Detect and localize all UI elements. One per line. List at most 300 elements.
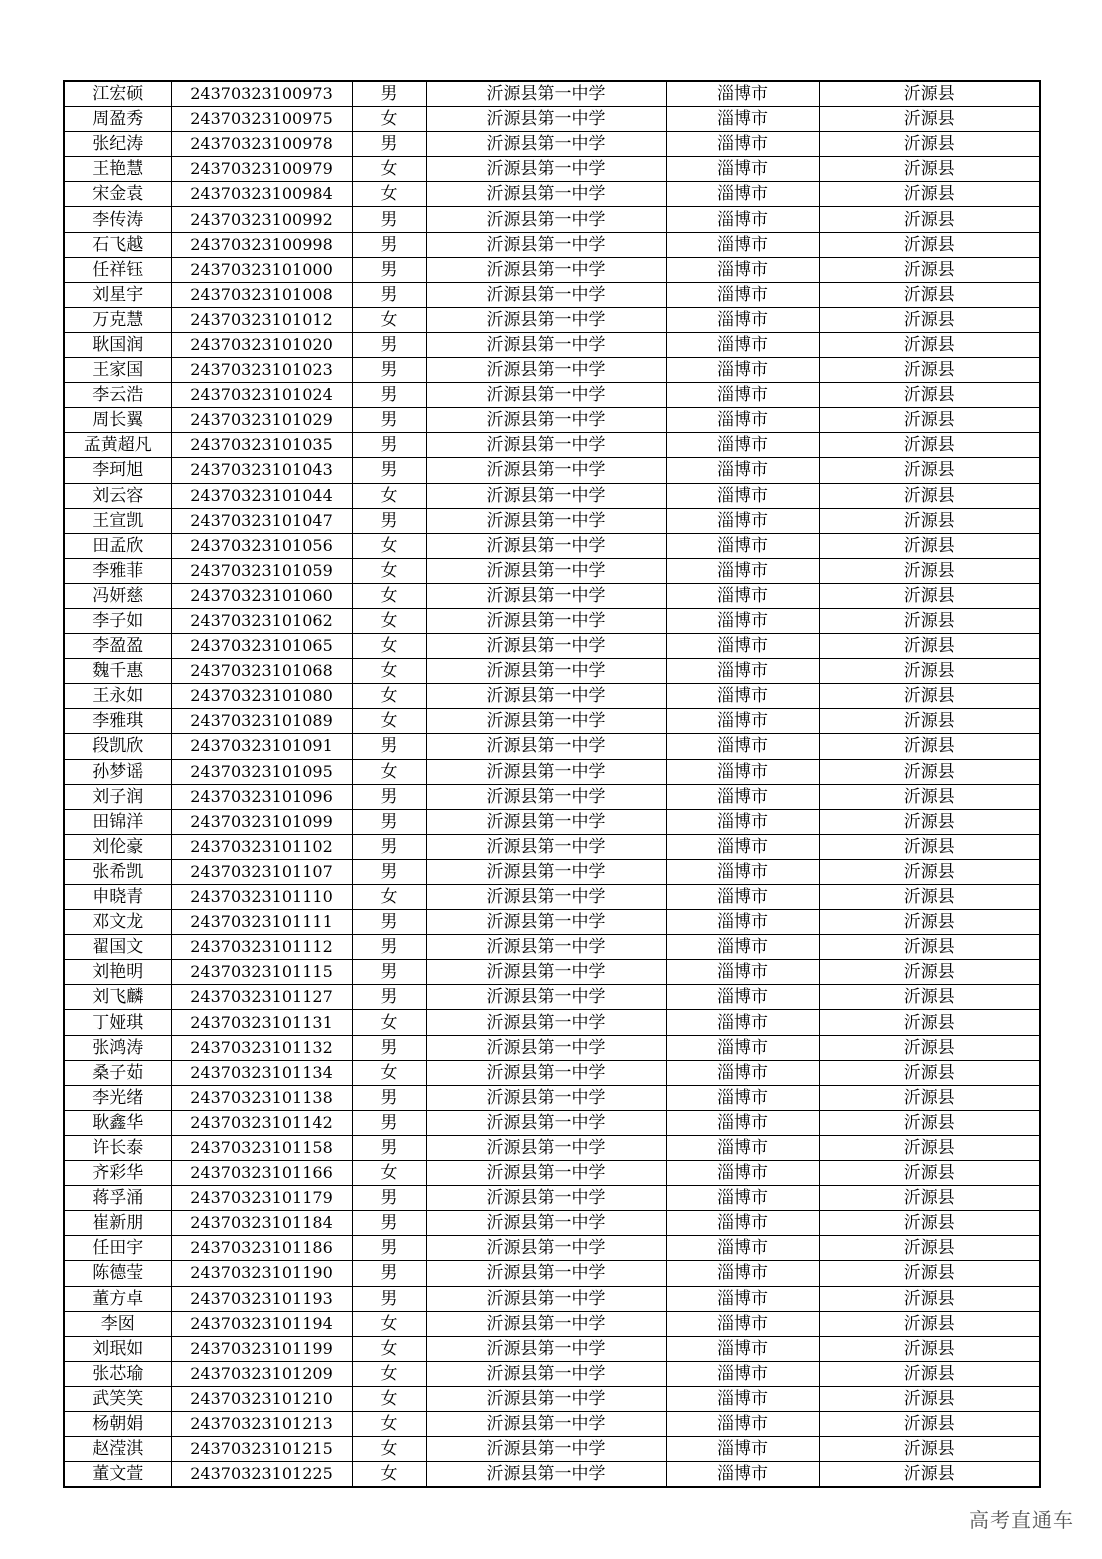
- exam-id-cell: 24370323100998: [171, 232, 352, 257]
- student-name-cell: 李雅菲: [64, 558, 171, 583]
- city-cell: 淄博市: [666, 734, 819, 759]
- gender-cell: 女: [352, 1010, 426, 1035]
- student-name-cell: 刘飞麟: [64, 985, 171, 1010]
- gender-cell: 男: [352, 734, 426, 759]
- gender-cell: 男: [352, 132, 426, 157]
- school-cell: 沂源县第一中学: [426, 1161, 666, 1186]
- student-name-cell: 刘子润: [64, 784, 171, 809]
- exam-id-cell: 24370323101091: [171, 734, 352, 759]
- exam-id-cell: 24370323101065: [171, 634, 352, 659]
- county-cell: 沂源县: [819, 709, 1040, 734]
- school-cell: 沂源县第一中学: [426, 709, 666, 734]
- gender-cell: 男: [352, 1110, 426, 1135]
- table-row: [64, 709, 1040, 734]
- county-cell: 沂源县: [819, 960, 1040, 985]
- exam-id-cell: 24370323101089: [171, 709, 352, 734]
- student-name-cell: 李珂旭: [64, 458, 171, 483]
- exam-id-cell: 24370323101111: [171, 910, 352, 935]
- school-cell: 沂源县第一中学: [426, 132, 666, 157]
- exam-id-cell: 24370323100992: [171, 207, 352, 232]
- table-row: [64, 558, 1040, 583]
- student-name-cell: 段凯欣: [64, 734, 171, 759]
- student-name-cell: 宋金袁: [64, 182, 171, 207]
- exam-id-cell: 24370323101020: [171, 332, 352, 357]
- school-cell: 沂源县第一中学: [426, 1186, 666, 1211]
- gender-cell: 男: [352, 332, 426, 357]
- gender-cell: 女: [352, 759, 426, 784]
- school-cell: 沂源县第一中学: [426, 684, 666, 709]
- exam-id-cell: 24370323101099: [171, 809, 352, 834]
- exam-id-cell: 24370323101029: [171, 408, 352, 433]
- school-cell: 沂源县第一中学: [426, 1361, 666, 1386]
- city-cell: 淄博市: [666, 558, 819, 583]
- gender-cell: 女: [352, 1336, 426, 1361]
- county-cell: 沂源县: [819, 282, 1040, 307]
- exam-id-cell: 24370323100978: [171, 132, 352, 157]
- exam-id-cell: 24370323101024: [171, 383, 352, 408]
- exam-id-cell: 24370323101115: [171, 960, 352, 985]
- gender-cell: 男: [352, 508, 426, 533]
- gender-cell: 男: [352, 834, 426, 859]
- county-cell: 沂源县: [819, 182, 1040, 207]
- city-cell: 淄博市: [666, 1336, 819, 1361]
- gender-cell: 女: [352, 182, 426, 207]
- student-name-cell: 周盈秀: [64, 107, 171, 132]
- exam-id-cell: 24370323101107: [171, 859, 352, 884]
- exam-id-cell: 24370323101209: [171, 1361, 352, 1386]
- county-cell: 沂源县: [819, 1060, 1040, 1085]
- gender-cell: 女: [352, 483, 426, 508]
- exam-id-cell: 24370323100979: [171, 157, 352, 182]
- student-name-cell: 申晓青: [64, 885, 171, 910]
- school-cell: 沂源县第一中学: [426, 157, 666, 182]
- county-cell: 沂源县: [819, 985, 1040, 1010]
- gender-cell: 男: [352, 809, 426, 834]
- table-row: [64, 1311, 1040, 1336]
- city-cell: 淄博市: [666, 1386, 819, 1411]
- exam-id-cell: 24370323101023: [171, 358, 352, 383]
- county-cell: 沂源县: [819, 1161, 1040, 1186]
- city-cell: 淄博市: [666, 182, 819, 207]
- city-cell: 淄博市: [666, 1286, 819, 1311]
- gender-cell: 女: [352, 1311, 426, 1336]
- exam-id-cell: 24370323101186: [171, 1236, 352, 1261]
- school-cell: 沂源县第一中学: [426, 885, 666, 910]
- exam-id-cell: 24370323101166: [171, 1161, 352, 1186]
- county-cell: 沂源县: [819, 1336, 1040, 1361]
- table-row: [64, 1211, 1040, 1236]
- student-name-cell: 任祥钰: [64, 257, 171, 282]
- table-row: [64, 960, 1040, 985]
- exam-id-cell: 24370323101060: [171, 583, 352, 608]
- gender-cell: 男: [352, 408, 426, 433]
- exam-id-cell: 24370323100973: [171, 81, 352, 107]
- table-row: [64, 458, 1040, 483]
- table-row: [64, 433, 1040, 458]
- exam-id-cell: 24370323101190: [171, 1261, 352, 1286]
- city-cell: 淄博市: [666, 1161, 819, 1186]
- exam-id-cell: 24370323101068: [171, 659, 352, 684]
- school-cell: 沂源县第一中学: [426, 910, 666, 935]
- city-cell: 淄博市: [666, 433, 819, 458]
- city-cell: 淄博市: [666, 1462, 819, 1488]
- gender-cell: 女: [352, 659, 426, 684]
- exam-id-cell: 24370323101095: [171, 759, 352, 784]
- exam-id-cell: 24370323101225: [171, 1462, 352, 1488]
- gender-cell: 女: [352, 157, 426, 182]
- table-row: [64, 684, 1040, 709]
- table-row: [64, 1236, 1040, 1261]
- city-cell: 淄博市: [666, 784, 819, 809]
- gender-cell: 女: [352, 608, 426, 633]
- exam-id-cell: 24370323101215: [171, 1437, 352, 1462]
- city-cell: 淄博市: [666, 1035, 819, 1060]
- city-cell: 淄博市: [666, 1261, 819, 1286]
- city-cell: 淄博市: [666, 307, 819, 332]
- school-cell: 沂源县第一中学: [426, 533, 666, 558]
- student-name-cell: 田孟欣: [64, 533, 171, 558]
- student-name-cell: 周长翼: [64, 408, 171, 433]
- exam-id-cell: 24370323101158: [171, 1135, 352, 1160]
- county-cell: 沂源县: [819, 885, 1040, 910]
- gender-cell: 女: [352, 1060, 426, 1085]
- exam-id-cell: 24370323101035: [171, 433, 352, 458]
- county-cell: 沂源县: [819, 107, 1040, 132]
- county-cell: 沂源县: [819, 659, 1040, 684]
- county-cell: 沂源县: [819, 207, 1040, 232]
- county-cell: 沂源县: [819, 834, 1040, 859]
- table-row: [64, 583, 1040, 608]
- exam-id-cell: 24370323101102: [171, 834, 352, 859]
- city-cell: 淄博市: [666, 759, 819, 784]
- school-cell: 沂源县第一中学: [426, 458, 666, 483]
- school-cell: 沂源县第一中学: [426, 282, 666, 307]
- gender-cell: 女: [352, 307, 426, 332]
- city-cell: 淄博市: [666, 809, 819, 834]
- exam-id-cell: 24370323101012: [171, 307, 352, 332]
- exam-id-cell: 24370323101112: [171, 935, 352, 960]
- table-row: [64, 910, 1040, 935]
- student-name-cell: 张鸿涛: [64, 1035, 171, 1060]
- student-name-cell: 许长泰: [64, 1135, 171, 1160]
- exam-id-cell: 24370323101134: [171, 1060, 352, 1085]
- table-row: [64, 282, 1040, 307]
- school-cell: 沂源县第一中学: [426, 358, 666, 383]
- city-cell: 淄博市: [666, 157, 819, 182]
- school-cell: 沂源县第一中学: [426, 1386, 666, 1411]
- gender-cell: 男: [352, 257, 426, 282]
- table-row: [64, 784, 1040, 809]
- county-cell: 沂源县: [819, 583, 1040, 608]
- city-cell: 淄博市: [666, 885, 819, 910]
- gender-cell: 男: [352, 433, 426, 458]
- table-row: [64, 107, 1040, 132]
- gender-cell: 男: [352, 1186, 426, 1211]
- school-cell: 沂源县第一中学: [426, 985, 666, 1010]
- table-row: [64, 734, 1040, 759]
- gender-cell: 男: [352, 207, 426, 232]
- school-cell: 沂源县第一中学: [426, 1286, 666, 1311]
- county-cell: 沂源县: [819, 483, 1040, 508]
- county-cell: 沂源县: [819, 759, 1040, 784]
- student-name-cell: 李云浩: [64, 383, 171, 408]
- student-name-cell: 张纪涛: [64, 132, 171, 157]
- county-cell: 沂源县: [819, 935, 1040, 960]
- gender-cell: 男: [352, 1211, 426, 1236]
- county-cell: 沂源县: [819, 383, 1040, 408]
- table-row: [64, 81, 1040, 107]
- student-name-cell: 张芯瑜: [64, 1361, 171, 1386]
- exam-id-cell: 24370323100975: [171, 107, 352, 132]
- student-name-cell: 王艳慧: [64, 157, 171, 182]
- school-cell: 沂源县第一中学: [426, 1437, 666, 1462]
- school-cell: 沂源县第一中学: [426, 1336, 666, 1361]
- city-cell: 淄博市: [666, 1186, 819, 1211]
- exam-id-cell: 24370323101096: [171, 784, 352, 809]
- county-cell: 沂源县: [819, 608, 1040, 633]
- school-cell: 沂源县第一中学: [426, 408, 666, 433]
- student-name-cell: 刘艳明: [64, 960, 171, 985]
- school-cell: 沂源县第一中学: [426, 257, 666, 282]
- gender-cell: 男: [352, 81, 426, 107]
- school-cell: 沂源县第一中学: [426, 483, 666, 508]
- student-name-cell: 江宏硕: [64, 81, 171, 107]
- county-cell: 沂源县: [819, 157, 1040, 182]
- student-name-cell: 杨朝娟: [64, 1411, 171, 1436]
- table-body: [64, 81, 1040, 1487]
- exam-id-cell: 24370323101080: [171, 684, 352, 709]
- school-cell: 沂源县第一中学: [426, 558, 666, 583]
- exam-id-cell: 24370323101131: [171, 1010, 352, 1035]
- county-cell: 沂源县: [819, 1110, 1040, 1135]
- student-name-cell: 王永如: [64, 684, 171, 709]
- table-row: [64, 1437, 1040, 1462]
- table-row: [64, 1035, 1040, 1060]
- county-cell: 沂源县: [819, 1035, 1040, 1060]
- table-row: [64, 859, 1040, 884]
- student-name-cell: 张希凯: [64, 859, 171, 884]
- exam-id-cell: 24370323101194: [171, 1311, 352, 1336]
- county-cell: 沂源县: [819, 1211, 1040, 1236]
- city-cell: 淄博市: [666, 910, 819, 935]
- school-cell: 沂源县第一中学: [426, 960, 666, 985]
- school-cell: 沂源县第一中学: [426, 1462, 666, 1488]
- school-cell: 沂源县第一中学: [426, 859, 666, 884]
- table-row: [64, 1161, 1040, 1186]
- school-cell: 沂源县第一中学: [426, 1236, 666, 1261]
- school-cell: 沂源县第一中学: [426, 759, 666, 784]
- table-row: [64, 1411, 1040, 1436]
- county-cell: 沂源县: [819, 1437, 1040, 1462]
- student-name-cell: 董文萱: [64, 1462, 171, 1488]
- student-name-cell: 李传涛: [64, 207, 171, 232]
- table-row: [64, 659, 1040, 684]
- table-row: [64, 257, 1040, 282]
- school-cell: 沂源县第一中学: [426, 182, 666, 207]
- exam-id-cell: 24370323101184: [171, 1211, 352, 1236]
- table-row: [64, 1010, 1040, 1035]
- city-cell: 淄博市: [666, 358, 819, 383]
- student-name-cell: 王家国: [64, 358, 171, 383]
- city-cell: 淄博市: [666, 634, 819, 659]
- table-row: [64, 307, 1040, 332]
- table-row: [64, 508, 1040, 533]
- student-name-cell: 孙梦谣: [64, 759, 171, 784]
- gender-cell: 男: [352, 935, 426, 960]
- city-cell: 淄博市: [666, 257, 819, 282]
- county-cell: 沂源县: [819, 1386, 1040, 1411]
- gender-cell: 女: [352, 1462, 426, 1488]
- exam-id-cell: 24370323101043: [171, 458, 352, 483]
- school-cell: 沂源县第一中学: [426, 935, 666, 960]
- table-row: [64, 759, 1040, 784]
- county-cell: 沂源县: [819, 257, 1040, 282]
- city-cell: 淄博市: [666, 1110, 819, 1135]
- table-row: [64, 1261, 1040, 1286]
- school-cell: 沂源县第一中学: [426, 634, 666, 659]
- school-cell: 沂源县第一中学: [426, 583, 666, 608]
- county-cell: 沂源县: [819, 1462, 1040, 1488]
- student-name-cell: 王宣凯: [64, 508, 171, 533]
- city-cell: 淄博市: [666, 583, 819, 608]
- student-name-cell: 李雅琪: [64, 709, 171, 734]
- city-cell: 淄博市: [666, 709, 819, 734]
- school-cell: 沂源县第一中学: [426, 1311, 666, 1336]
- student-name-cell: 武笑笑: [64, 1386, 171, 1411]
- gender-cell: 女: [352, 1386, 426, 1411]
- city-cell: 淄博市: [666, 1010, 819, 1035]
- school-cell: 沂源县第一中学: [426, 433, 666, 458]
- student-name-cell: 赵滢淇: [64, 1437, 171, 1462]
- student-name-cell: 陈德莹: [64, 1261, 171, 1286]
- table-row: [64, 1085, 1040, 1110]
- county-cell: 沂源县: [819, 558, 1040, 583]
- gender-cell: 男: [352, 985, 426, 1010]
- student-name-cell: 冯妍慈: [64, 583, 171, 608]
- table-row: [64, 207, 1040, 232]
- student-name-cell: 刘珉如: [64, 1336, 171, 1361]
- city-cell: 淄博市: [666, 1085, 819, 1110]
- city-cell: 淄博市: [666, 1411, 819, 1436]
- student-name-cell: 董方卓: [64, 1286, 171, 1311]
- county-cell: 沂源县: [819, 1236, 1040, 1261]
- table-row: [64, 1462, 1040, 1488]
- exam-id-cell: 24370323101199: [171, 1336, 352, 1361]
- gender-cell: 女: [352, 583, 426, 608]
- student-name-cell: 魏千惠: [64, 659, 171, 684]
- exam-id-cell: 24370323101000: [171, 257, 352, 282]
- school-cell: 沂源县第一中学: [426, 1085, 666, 1110]
- gender-cell: 男: [352, 1236, 426, 1261]
- county-cell: 沂源县: [819, 508, 1040, 533]
- school-cell: 沂源县第一中学: [426, 1110, 666, 1135]
- city-cell: 淄博市: [666, 383, 819, 408]
- city-cell: 淄博市: [666, 533, 819, 558]
- student-name-cell: 耿国润: [64, 332, 171, 357]
- city-cell: 淄博市: [666, 1211, 819, 1236]
- student-name-cell: 孟黄超凡: [64, 433, 171, 458]
- county-cell: 沂源县: [819, 1286, 1040, 1311]
- student-name-cell: 田锦洋: [64, 809, 171, 834]
- school-cell: 沂源县第一中学: [426, 734, 666, 759]
- student-name-cell: 桑子茹: [64, 1060, 171, 1085]
- gender-cell: 男: [352, 383, 426, 408]
- student-name-cell: 齐彩华: [64, 1161, 171, 1186]
- gender-cell: 女: [352, 709, 426, 734]
- city-cell: 淄博市: [666, 1437, 819, 1462]
- exam-id-cell: 24370323101059: [171, 558, 352, 583]
- table-row: [64, 358, 1040, 383]
- city-cell: 淄博市: [666, 332, 819, 357]
- city-cell: 淄博市: [666, 132, 819, 157]
- student-list-table: [63, 80, 1041, 1488]
- gender-cell: 女: [352, 107, 426, 132]
- exam-id-cell: 24370323100984: [171, 182, 352, 207]
- city-cell: 淄博市: [666, 458, 819, 483]
- county-cell: 沂源县: [819, 734, 1040, 759]
- gender-cell: 女: [352, 885, 426, 910]
- table-row: [64, 408, 1040, 433]
- school-cell: 沂源县第一中学: [426, 834, 666, 859]
- table-row: [64, 332, 1040, 357]
- student-name-cell: 李子如: [64, 608, 171, 633]
- table-row: [64, 1060, 1040, 1085]
- city-cell: 淄博市: [666, 1135, 819, 1160]
- county-cell: 沂源县: [819, 1361, 1040, 1386]
- city-cell: 淄博市: [666, 859, 819, 884]
- city-cell: 淄博市: [666, 408, 819, 433]
- gender-cell: 男: [352, 960, 426, 985]
- gender-cell: 女: [352, 1411, 426, 1436]
- city-cell: 淄博市: [666, 684, 819, 709]
- table-row: [64, 1286, 1040, 1311]
- school-cell: 沂源县第一中学: [426, 508, 666, 533]
- gender-cell: 男: [352, 458, 426, 483]
- school-cell: 沂源县第一中学: [426, 1261, 666, 1286]
- exam-id-cell: 24370323101047: [171, 508, 352, 533]
- city-cell: 淄博市: [666, 207, 819, 232]
- table-row: [64, 182, 1040, 207]
- city-cell: 淄博市: [666, 985, 819, 1010]
- school-cell: 沂源县第一中学: [426, 784, 666, 809]
- table-row: [64, 935, 1040, 960]
- gender-cell: 女: [352, 634, 426, 659]
- school-cell: 沂源县第一中学: [426, 809, 666, 834]
- school-cell: 沂源县第一中学: [426, 232, 666, 257]
- school-cell: 沂源县第一中学: [426, 608, 666, 633]
- table-row: [64, 1135, 1040, 1160]
- gender-cell: 男: [352, 358, 426, 383]
- city-cell: 淄博市: [666, 935, 819, 960]
- student-name-cell: 刘伦豪: [64, 834, 171, 859]
- city-cell: 淄博市: [666, 1060, 819, 1085]
- exam-id-cell: 24370323101132: [171, 1035, 352, 1060]
- city-cell: 淄博市: [666, 608, 819, 633]
- county-cell: 沂源县: [819, 332, 1040, 357]
- county-cell: 沂源县: [819, 1135, 1040, 1160]
- school-cell: 沂源县第一中学: [426, 1211, 666, 1236]
- gender-cell: 男: [352, 859, 426, 884]
- exam-id-cell: 24370323101210: [171, 1386, 352, 1411]
- city-cell: 淄博市: [666, 659, 819, 684]
- city-cell: 淄博市: [666, 960, 819, 985]
- county-cell: 沂源县: [819, 408, 1040, 433]
- city-cell: 淄博市: [666, 282, 819, 307]
- county-cell: 沂源县: [819, 458, 1040, 483]
- student-name-cell: 李囡: [64, 1311, 171, 1336]
- school-cell: 沂源县第一中学: [426, 81, 666, 107]
- gender-cell: 女: [352, 1437, 426, 1462]
